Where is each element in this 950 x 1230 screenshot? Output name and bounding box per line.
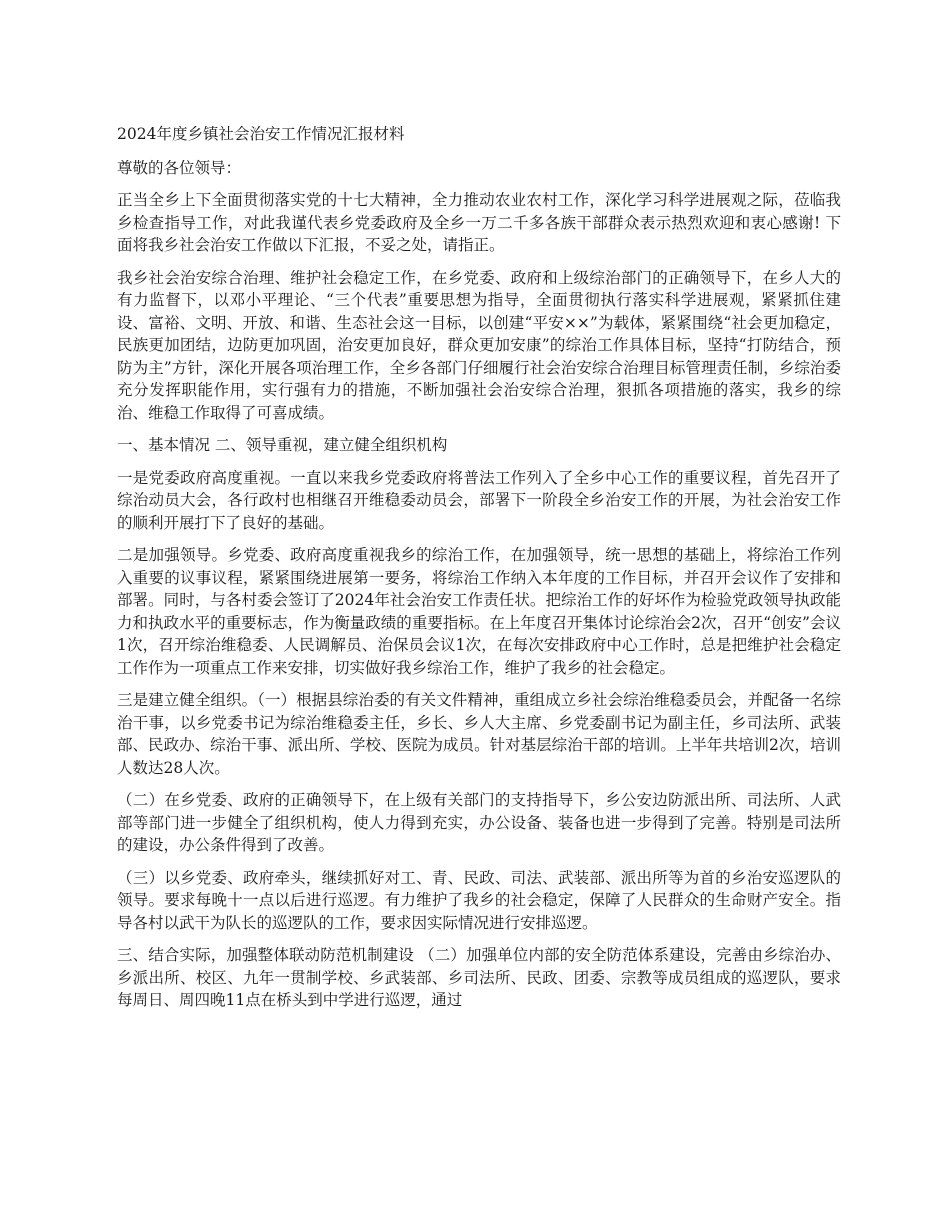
document-title: 2024年度乡镇社会治安工作情况汇报材料 [117, 125, 405, 143]
paragraph-point-three: 三是建立健全组织。（一）根据县综治委的有关文件精神，重组成立乡社会综治维稳委员会，并配备一名综治干事，以乡党委书记为综治维稳委主任，乡长、乡人大主席、乡党委副书记为副主任，乡司法所、武装部、民政办、综治干事、派出所、学校、医院为成员。针对基层综治干部的培训。上半年共培训2次，培训人数达28人次。 [117, 691, 841, 777]
paragraph-overview: 我乡社会治安综合治理、维护社会稳定工作，在乡党委、政府和上级综治部门的正确领导下，在乡人大的有力监督下，以邓小平理论、“三个代表”重要思想为指导，全面贯彻执行落实科学进展观，紧紧抓住建设、富裕、文明、开放、和谐、生态社会这一目标，以创建“平安××”为载体，紧紧围绕“社会更加稳定，民族更加团结，边防更加巩固，治安更加良好，群众更加安康”的综治工作具体目标，坚持“打防结合，预防为主”方针，深化开展各项治理工作，全乡各部门仔细履行社会治安综合治理目标管理责任制，乡综治委充分发挥职能作用，实行强有力的措施，不断加强社会治安综合治理，狠抓各项措施的落实，我乡的综治、维稳工作取得了可喜成绩。 [117, 268, 841, 422]
section-heading-basic: 一、基本情况 二、领导重视，建立健全组织机构 [117, 436, 448, 454]
paragraph-point-two: 二是加强领导。乡党委、政府高度重视我乡的综治工作，在加强领导，统一思想的基础上，将综治工作列入重要的议事议程，紧紧围绕进展第一要务，将综治工作纳入本年度的工作目标，并召开会议作了安排和部署。同时，与各村委会签订了2024年社会治安工作责任状。把综治工作的好坏作为检验党政领导执政能力和执政水平的重要标志，作为衡量政绩的重要指标。在上年度召开集体讨论综治会2次，召开“创安”会议1次，召开综治维稳委、人民调解员、治保员会议1次，在每次安排政府中心工作时，总是把维护社会稳定工作作为一项重点工作来安排，切实做好我乡综治工作，维护了我乡的社会稳定。 [117, 546, 841, 677]
paragraph-point-one: 一是党委政府高度重视。一直以来我乡党委政府将普法工作列入了全乡中心工作的重要议程，首先召开了综治动员大会，各行政村也相继召开维稳委动员会，部署下一阶段全乡治安工作的开展，为社会治安工作的顺利开展打下了良好的基础。 [117, 468, 841, 532]
document-salutation: 尊敬的各位领导： [117, 158, 242, 177]
paragraph-subpoint-two: （二）在乡党委、政府的正确领导下，在上级有关部门的支持指导下，乡公安边防派出所、司法所、人武部等部门进一步健全了组织机构，使人力得到充实，办公设备、装备也进一步得到了完善。特别是司法所的建设，办公条件得到了改善。 [117, 791, 841, 854]
paragraph-section-three: 三、结合实际，加强整体联动防范机制建设 （二）加强单位内部的安全防范体系建设，完善由乡综治办、乡派出所、校区、九年一贯制学校、乡武装部、乡司法所、民政、团委、宗教等成员组成的巡逻队，要求每周日、周四晚11点在桥头到中学进行巡逻，通过 [117, 946, 841, 1009]
document-body [117, 123, 841, 1022]
paragraph-subpoint-three: （三）以乡党委、政府牵头，继续抓好对工、青、民政、司法、武装部、派出所等为首的乡治安巡逻队的领导。要求每晚十一点以后进行巡逻。有力维护了我乡的社会稳定，保障了人民群众的生命财产安全。指导各村以武干为队长的巡逻队的工作，要求因实际情况进行安排巡逻。 [117, 868, 841, 932]
paragraph-intro: 正当全乡上下全面贯彻落实党的十七大精神，全力推动农业农村工作，深化学习科学进展观之际，莅临我乡检查指导工作，对此我谨代表乡党委政府及全乡一万二千多各族干部群众表示热烈欢迎和衷心感谢! 下面将我乡社会治安工作做以下汇报，不妥之处，请指正。 [117, 191, 841, 254]
